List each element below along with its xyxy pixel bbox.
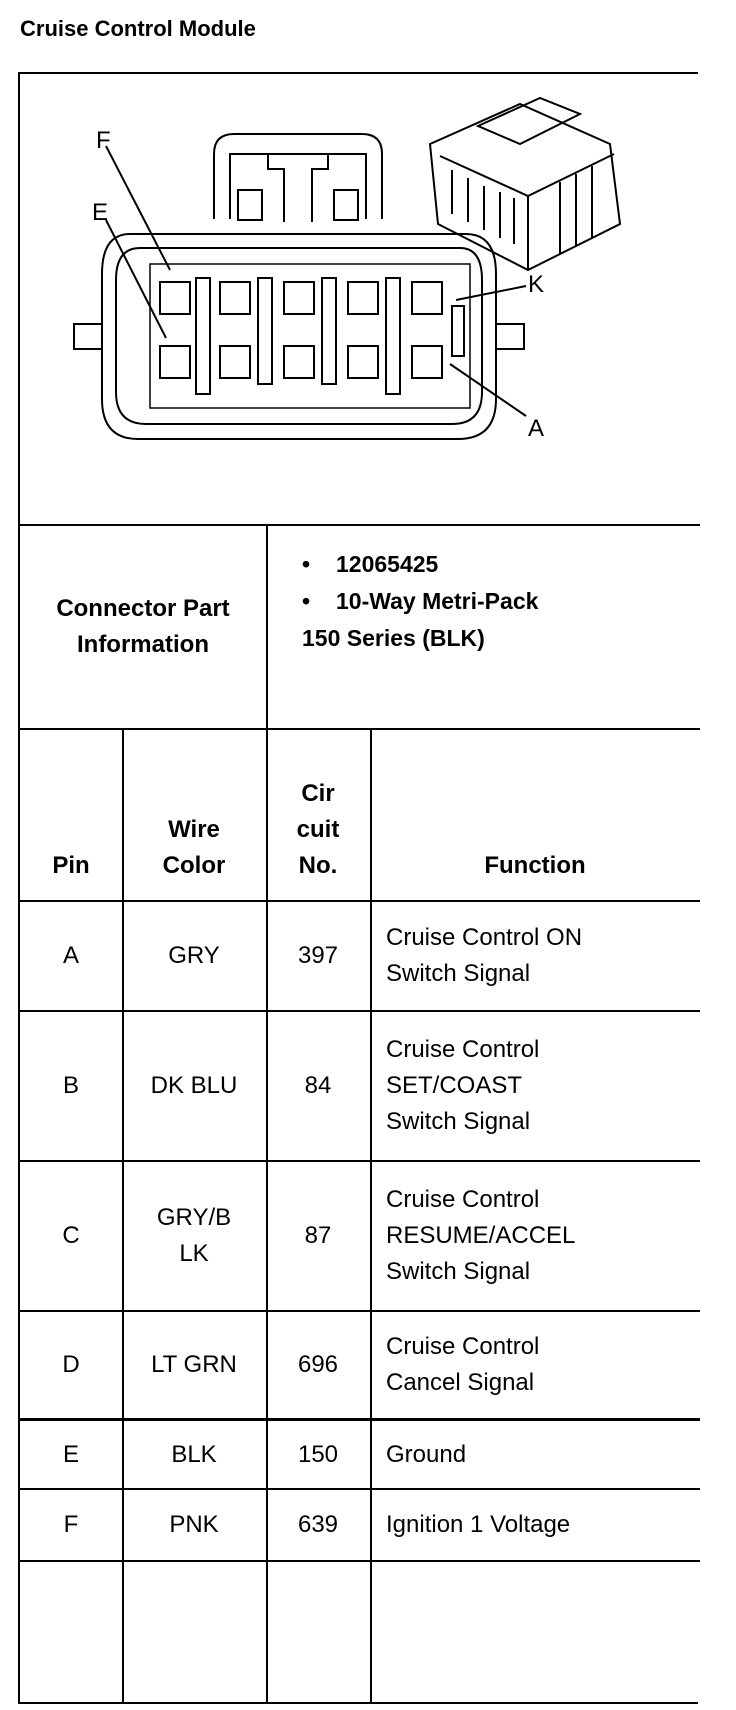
row-f-color: PNK — [169, 1511, 219, 1538]
header-wire-color: Wire Color — [162, 816, 226, 879]
row-f-function: Ignition 1 Voltage — [386, 1511, 571, 1538]
pin-label-k: K — [528, 271, 545, 298]
row-d-pin: D — [62, 1351, 80, 1378]
row-b-circuit: 84 — [304, 1072, 332, 1099]
pin-label-e: E — [92, 199, 109, 226]
row-b-color: DK BLU — [150, 1072, 238, 1099]
header-circuit-no: Cir cuit No. — [296, 780, 340, 879]
part-number: 12065425 — [336, 551, 439, 577]
connector-type: 10-Way Metri-Pack — [336, 587, 539, 614]
row-e-function: Ground — [386, 1440, 467, 1468]
header-function: Function — [484, 852, 586, 879]
row-c-circuit: 87 — [304, 1222, 332, 1249]
row-d-function: Cruise Control Cancel Signal — [386, 1333, 540, 1396]
connector-series: 150 Series (BLK) — [302, 624, 485, 651]
row-a-pin: A — [62, 942, 79, 969]
pin-label-a: A — [528, 415, 545, 442]
row-e-circuit: 150 — [297, 1440, 339, 1468]
row-c-color: GRY/B LK — [156, 1204, 232, 1267]
row-e-pin: E — [62, 1440, 79, 1468]
row-f-circuit: 639 — [297, 1511, 339, 1538]
row-c-function: Cruise Control RESUME/ACCEL Switch Signal — [386, 1186, 576, 1285]
row-f-pin: F — [63, 1511, 79, 1538]
row-d-color: LT GRN — [151, 1351, 237, 1378]
row-c-pin: C — [62, 1222, 80, 1249]
row-e-color: BLK — [171, 1440, 217, 1468]
page-title: Cruise Control Module — [20, 16, 256, 41]
row-a-color: GRY — [168, 942, 220, 969]
pin-label-f: F — [96, 127, 111, 154]
row-d-circuit: 696 — [297, 1351, 339, 1378]
connector-info-values: • 12065425 • 10-Way Metri-Pack 150 Series (BLK) — [302, 551, 539, 651]
pinout-table-frame — [18, 72, 698, 1704]
row-a-circuit: 397 — [297, 942, 339, 969]
row-a-function: Cruise Control ON Switch Signal — [386, 924, 583, 987]
connector-diagram — [20, 74, 700, 564]
header-pin: Pin — [52, 852, 90, 879]
connector-info-label: Connector Part Information — [56, 595, 230, 658]
row-b-function: Cruise Control SET/COAST Switch Signal — [386, 1036, 540, 1135]
row-b-pin: B — [62, 1072, 79, 1099]
